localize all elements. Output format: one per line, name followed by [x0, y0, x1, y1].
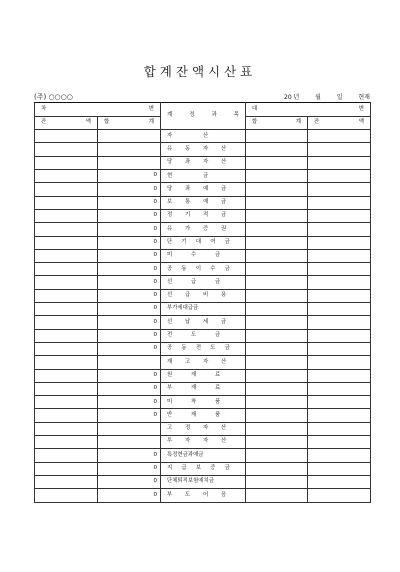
account-name: 전 도 금: [167, 332, 221, 339]
debit-total-cell: 0: [98, 249, 161, 262]
debit-total-cell: 0: [98, 289, 161, 302]
credit-balance-cell: [308, 209, 371, 222]
credit-total-cell: [246, 263, 308, 276]
table-row: [35, 475, 371, 488]
table-row: [35, 462, 371, 475]
table-row: [35, 489, 371, 502]
credit-total-cell: [246, 209, 308, 222]
account-name: 당 좌 예 금: [167, 185, 227, 192]
table-row: [35, 249, 371, 262]
account-name: 특정현금과예금: [167, 451, 204, 458]
debit-total-cell: 0: [98, 396, 161, 409]
account-name: 현 금: [167, 172, 209, 179]
credit-total-cell: [246, 396, 308, 409]
credit-balance-cell: [308, 369, 371, 382]
table-row: [35, 156, 371, 169]
credit-total-cell: [246, 249, 308, 262]
credit-balance-cell: [308, 156, 371, 169]
debit-balance-cell: [35, 422, 98, 435]
account-name-cell: [161, 382, 246, 395]
credit-balance-cell: [308, 382, 371, 395]
credit-balance-cell: [308, 289, 371, 302]
debit-total-cell: 0: [98, 209, 161, 222]
debit-total-cell: [98, 130, 161, 143]
credit-total-cell: [246, 303, 308, 316]
credit-balance-cell: [308, 329, 371, 342]
table-row: [35, 276, 371, 289]
debit-total-cell: 0: [98, 236, 161, 249]
credit-balance-cell: [308, 249, 371, 262]
credit-total-cell: [246, 382, 308, 395]
debit-balance-cell: [35, 276, 98, 289]
table-row: [35, 209, 371, 222]
table-row: [35, 303, 371, 316]
account-name-cell: [161, 303, 246, 316]
debit-total-cell: 0: [98, 316, 161, 329]
account-name: 지 급 보 증 금: [167, 465, 230, 472]
header-debit-balance: 잔 액: [35, 116, 98, 130]
table-row: [35, 342, 371, 355]
debit-balance-cell: [35, 223, 98, 236]
credit-total-cell: [246, 329, 308, 342]
account-name-cell: [161, 289, 246, 302]
account-name: 투 자 자 산: [167, 438, 227, 445]
page-title: 합계잔액시산표: [143, 64, 257, 79]
debit-total-cell: 0: [98, 196, 161, 209]
debit-total-cell: 0: [98, 462, 161, 475]
debit-balance-cell: [35, 436, 98, 449]
table-row: [35, 382, 371, 395]
account-name-cell: [161, 449, 246, 462]
account-name-cell: [161, 422, 246, 435]
account-name-cell: [161, 409, 246, 422]
account-name: 공 동 전 도 금: [167, 345, 230, 352]
debit-balance-cell: [35, 316, 98, 329]
credit-balance-cell: [308, 316, 371, 329]
debit-balance-cell: [35, 183, 98, 196]
debit-balance-cell: [35, 342, 98, 355]
header-account: 계 정 과 목: [161, 103, 246, 130]
credit-total-cell: [246, 289, 308, 302]
account-name: 단체퇴직보험예치금: [167, 478, 214, 485]
credit-balance-cell: [308, 170, 371, 183]
account-name-cell: [161, 489, 246, 502]
debit-balance-cell: [35, 396, 98, 409]
credit-balance-cell: [308, 489, 371, 502]
table-row: [35, 422, 371, 435]
account-name-cell: [161, 475, 246, 488]
credit-balance-cell: [308, 276, 371, 289]
debit-balance-cell: [35, 462, 98, 475]
account-name-cell: [161, 183, 246, 196]
credit-total-cell: [246, 196, 308, 209]
credit-total-cell: [246, 462, 308, 475]
credit-total-cell: [246, 143, 308, 156]
credit-balance-cell: [308, 475, 371, 488]
table-row: [35, 143, 371, 156]
table-row: [35, 289, 371, 302]
table-row: [35, 183, 371, 196]
account-name: 부가세대급금: [167, 305, 199, 312]
trial-balance-table: [34, 102, 371, 503]
account-name-cell: [161, 316, 246, 329]
credit-balance-cell: [308, 436, 371, 449]
credit-total-cell: [246, 369, 308, 382]
account-name: 당 좌 자 산: [167, 159, 227, 166]
debit-total-cell: 0: [98, 489, 161, 502]
account-name-cell: [161, 329, 246, 342]
table-row: [35, 263, 371, 276]
credit-total-cell: [246, 170, 308, 183]
debit-balance-cell: [35, 356, 98, 369]
table-row: [35, 316, 371, 329]
debit-total-cell: 0: [98, 170, 161, 183]
debit-balance-cell: [35, 249, 98, 262]
credit-balance-cell: [308, 409, 371, 422]
table-row: [35, 369, 371, 382]
credit-total-cell: [246, 342, 308, 355]
debit-total-cell: 0: [98, 449, 161, 462]
debit-balance-cell: [35, 303, 98, 316]
account-name: 반 제 품: [167, 411, 221, 418]
debit-total-cell: 0: [98, 409, 161, 422]
table-row: [35, 170, 371, 183]
debit-total-cell: 0: [98, 223, 161, 236]
credit-balance-cell: [308, 422, 371, 435]
table-row: [35, 356, 371, 369]
credit-balance-cell: [308, 223, 371, 236]
debit-balance-cell: [35, 449, 98, 462]
header-credit-balance: 잔 액: [308, 116, 371, 130]
account-name-cell: [161, 396, 246, 409]
debit-total-cell: [98, 143, 161, 156]
date-suffix: 현재: [358, 94, 370, 101]
credit-total-cell: [246, 422, 308, 435]
account-name: 선 납 세 금: [167, 318, 227, 325]
account-name-cell: [161, 156, 246, 169]
table-row: [35, 130, 371, 143]
date-month: 월: [315, 94, 321, 101]
debit-total-cell: 0: [98, 369, 161, 382]
table-row: [35, 409, 371, 422]
account-name-cell: [161, 209, 246, 222]
debit-balance-cell: [35, 196, 98, 209]
account-name: 정 기 적 금: [167, 212, 227, 219]
table-row: [35, 329, 371, 342]
debit-balance-cell: [35, 130, 98, 143]
credit-total-cell: [246, 156, 308, 169]
debit-balance-cell: [35, 409, 98, 422]
account-name: 고 정 자 산: [167, 425, 227, 432]
credit-balance-cell: [308, 196, 371, 209]
account-name: 미 수 금: [167, 252, 221, 259]
debit-balance-cell: [35, 369, 98, 382]
debit-total-cell: 0: [98, 342, 161, 355]
credit-total-cell: [246, 409, 308, 422]
account-name-cell: [161, 236, 246, 249]
credit-balance-cell: [308, 183, 371, 196]
account-name-cell: [161, 143, 246, 156]
account-name: 단 기 대 여 금: [167, 239, 230, 245]
debit-total-cell: [98, 436, 161, 449]
debit-balance-cell: [35, 209, 98, 222]
table-row: [35, 449, 371, 462]
debit-balance-cell: [35, 170, 98, 183]
credit-balance-cell: [308, 462, 371, 475]
credit-balance-cell: [308, 342, 371, 355]
account-name: 유 가 증 권: [167, 225, 227, 232]
company-name: (주) ○○○○: [34, 93, 73, 101]
account-name: 부 도 어 음: [167, 491, 227, 498]
debit-balance-cell: [35, 143, 98, 156]
credit-total-cell: [246, 276, 308, 289]
debit-balance-cell: [35, 236, 98, 249]
report-date: [284, 92, 370, 101]
credit-total-cell: [246, 223, 308, 236]
account-name-cell: [161, 462, 246, 475]
table-row: [35, 436, 371, 449]
debit-total-cell: 0: [98, 382, 161, 395]
debit-total-cell: 0: [98, 276, 161, 289]
credit-total-cell: [246, 489, 308, 502]
table-row: [35, 396, 371, 409]
account-name: 유 동 자 산: [167, 145, 227, 152]
account-name: 선 급 비 용: [167, 292, 227, 299]
account-name: 자 산: [167, 132, 209, 139]
account-name-cell: [161, 369, 246, 382]
account-name-cell: [161, 196, 246, 209]
account-name: 미 착 품: [167, 398, 221, 405]
date-day: 일: [336, 94, 343, 101]
account-name: 보 통 예 금: [167, 199, 227, 206]
debit-balance-cell: [35, 156, 98, 169]
credit-total-cell: [246, 449, 308, 462]
credit-total-cell: [246, 436, 308, 449]
account-name: 공 동 이 수 금: [167, 265, 230, 272]
header-debit-total: 합 계: [98, 116, 161, 130]
credit-balance-cell: [308, 130, 371, 143]
credit-total-cell: [246, 475, 308, 488]
debit-balance-cell: [35, 263, 98, 276]
credit-balance-cell: [308, 263, 371, 276]
debit-balance-cell: [35, 382, 98, 395]
debit-total-cell: 0: [98, 303, 161, 316]
credit-balance-cell: [308, 236, 371, 249]
account-name-cell: [161, 170, 246, 183]
debit-total-cell: 0: [98, 183, 161, 196]
table-row: [35, 236, 371, 249]
account-name-cell: [161, 249, 246, 262]
account-name: 부 재 료: [167, 385, 221, 392]
credit-total-cell: [246, 236, 308, 249]
debit-total-cell: [98, 156, 161, 169]
debit-balance-cell: [35, 329, 98, 342]
account-name-cell: [161, 223, 246, 236]
header-credit: 대 변: [246, 103, 371, 117]
credit-balance-cell: [308, 356, 371, 369]
account-name: 원 재 료: [167, 371, 221, 378]
account-name-cell: [161, 342, 246, 355]
credit-balance-cell: [308, 449, 371, 462]
account-name: 재 고 자 산: [167, 358, 227, 365]
account-name-cell: [161, 130, 246, 143]
credit-balance-cell: [308, 143, 371, 156]
account-name-cell: [161, 263, 246, 276]
credit-total-cell: [246, 183, 308, 196]
header-debit: 차 변: [35, 103, 161, 117]
credit-total-cell: [246, 356, 308, 369]
debit-balance-cell: [35, 475, 98, 488]
credit-total-cell: [246, 316, 308, 329]
debit-total-cell: 0: [98, 263, 161, 276]
table-row: [35, 196, 371, 209]
debit-balance-cell: [35, 289, 98, 302]
account-name-cell: [161, 436, 246, 449]
account-name-cell: [161, 356, 246, 369]
header-credit-total: 합 계: [246, 116, 308, 130]
debit-total-cell: 0: [98, 329, 161, 342]
account-name: 선 급 금: [167, 278, 221, 285]
debit-balance-cell: [35, 489, 98, 502]
debit-total-cell: [98, 422, 161, 435]
date-year: 20 년: [284, 94, 300, 101]
account-name-cell: [161, 276, 246, 289]
debit-total-cell: [98, 356, 161, 369]
debit-total-cell: 0: [98, 475, 161, 488]
credit-balance-cell: [308, 396, 371, 409]
table-row: [35, 223, 371, 236]
credit-balance-cell: [308, 303, 371, 316]
credit-total-cell: [246, 130, 308, 143]
